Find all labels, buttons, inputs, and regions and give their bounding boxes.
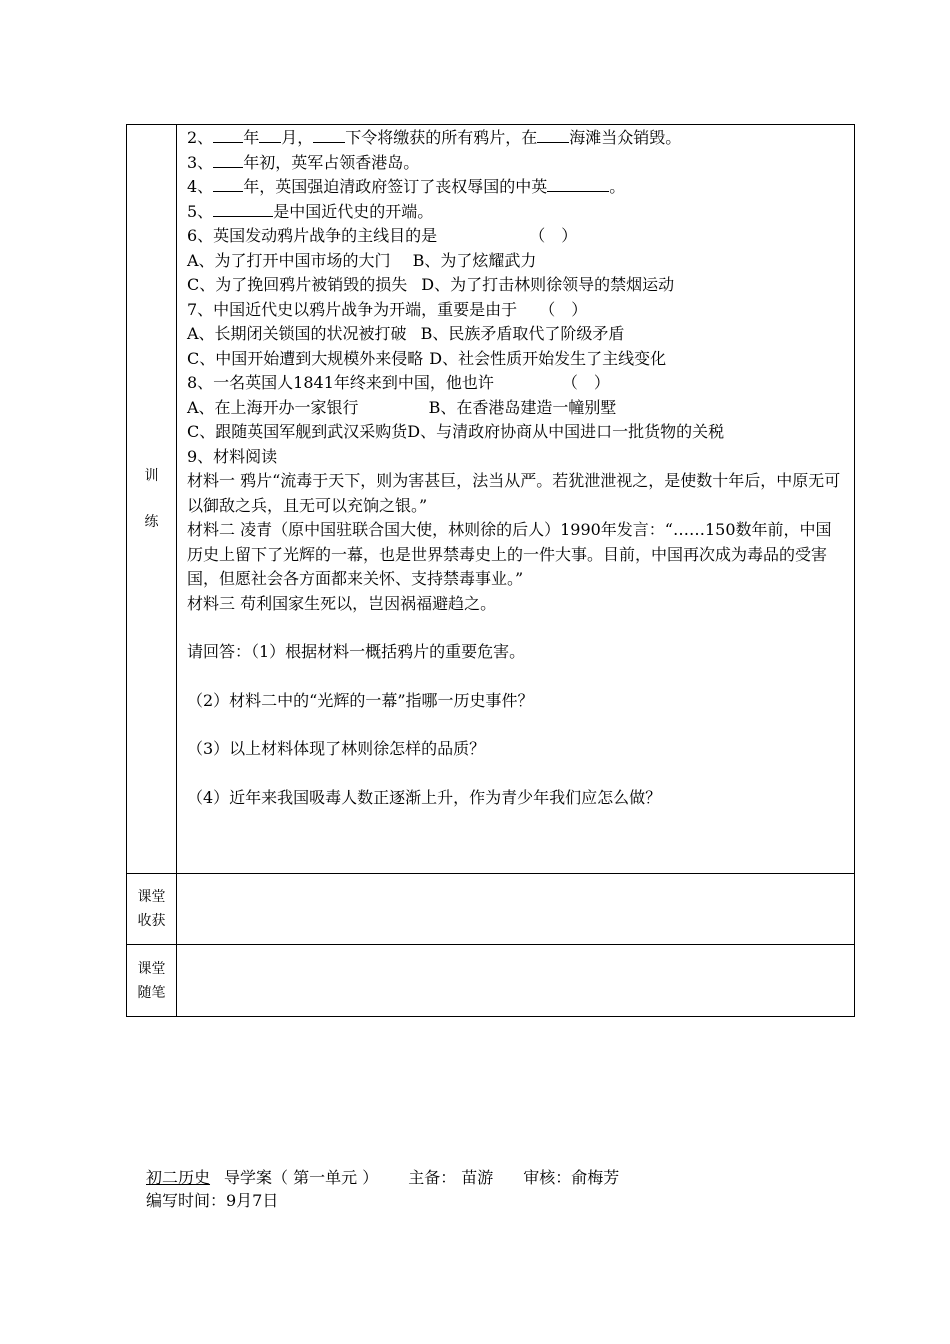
blank-year[interactable]	[213, 176, 243, 192]
training-row	[127, 125, 854, 873]
notes-label: 课堂 随笔	[127, 945, 177, 1016]
harvest-row	[127, 873, 854, 944]
worksheet-table	[126, 124, 855, 1017]
question-6-options-ab: A、为了打开中国市场的大门 B、为了炫耀武力	[187, 250, 537, 270]
question-5: 5、 是中国近代史的开端。	[187, 201, 434, 221]
training-label-char-1: 训	[144, 468, 159, 484]
question-3: 3、 年初，英军占领香港岛。	[187, 152, 420, 172]
question-8-options-cd: C、跟随英国军舰到武汉采购货D、与清政府协商从中国进口一批货物的关税	[187, 422, 725, 441]
question-7-options-cd: C、中国开始遭到大规模外来侵略 D、社会性质开始发生了主线变化	[187, 348, 667, 368]
document-footer	[146, 1166, 619, 1212]
blank-year[interactable]	[213, 152, 243, 168]
answer-paren[interactable]: （ ）	[529, 226, 578, 245]
footer-date: 编写时间：9月7日	[146, 1191, 279, 1210]
answer-paren[interactable]: （ ）	[561, 373, 610, 392]
question-6-options-cd: C、为了挽回鸦片被销毁的损失 D、为了打击林则徐领导的禁烟运动	[187, 275, 675, 294]
material-2: 材料二 凌青（原中国驻联合国大使，林则徐的后人）1990年发言：“……150数年前，中国历史上留下了光辉的一幕，也是世界禁毒史上的一件大事。目前，中国再次成为毒品的受害国，但愿社会各方面都来关怀、支持禁毒事业。”	[187, 520, 832, 588]
answer-prompt-2: （2）材料二中的“光辉的一幕”指哪一历史事件？	[187, 690, 534, 710]
blank-treaty[interactable]	[547, 176, 609, 192]
question-8-options-ab: A、在上海开办一家银行 B、在香港岛建造一幢别墅	[187, 397, 617, 417]
question-2: 2、 年 月， 下令将缴获的所有鸦片，在 海滩当众销毁。	[187, 128, 682, 147]
footer-reviewer: 审核：俞梅芳	[523, 1168, 620, 1187]
harvest-content-area[interactable]	[177, 874, 854, 944]
footer-subject: 初二历史	[146, 1168, 211, 1187]
blank-month[interactable]	[259, 127, 281, 143]
blank-event[interactable]	[213, 201, 273, 217]
question-7-options-ab: A、长期闭关锁国的状况被打破 B、民族矛盾取代了阶级矛盾	[187, 324, 625, 343]
answer-prompt-4: （4）近年来我国吸毒人数正逐渐上升，作为青少年我们应怎么做？	[187, 787, 662, 807]
answer-prompt-3: （3）以上材料体现了林则徐怎样的品质？	[187, 739, 486, 758]
training-label-char-2: 练	[144, 514, 159, 530]
training-content	[177, 125, 854, 873]
question-7: 7、中国近代史以鸦片战争为开端，重要是由于 （ ）	[187, 299, 588, 319]
answer-prompt-1: 请回答：（1）根据材料一概括鸦片的重要危害。	[187, 642, 526, 661]
question-4: 4、 年，英国强迫清政府签订了丧权辱国的中英 。	[187, 177, 626, 196]
footer-line-1	[146, 1166, 619, 1189]
footer-doc-type: 导学案（ 第一单元 ）	[224, 1168, 379, 1187]
blank-year[interactable]	[213, 127, 243, 143]
question-6: 6、英国发动鸦片战争的主线目的是 （ ）	[187, 226, 578, 245]
blank-place[interactable]	[537, 127, 569, 143]
question-9: 9、材料阅读	[187, 446, 278, 466]
blank-person[interactable]	[313, 127, 345, 143]
footer-author: 主备： 苗游	[408, 1168, 494, 1187]
notes-row	[127, 944, 854, 1016]
question-8: 8、一名英国人1841年终来到中国，他也许 （ ）	[187, 373, 610, 392]
notes-content-area[interactable]	[177, 945, 854, 1016]
answer-paren[interactable]: （ ）	[539, 299, 588, 319]
harvest-label: 课堂 收获	[127, 874, 177, 944]
material-3: 材料三 苟利国家生死以，岂因祸福避趋之。	[187, 593, 497, 613]
training-label	[127, 125, 177, 873]
material-1: 材料一 鸦片“流毒于天下，则为害甚巨，法当从严。若犹泄泄视之，是使数十年后，中原无可以御敌之兵，且无可以充饷之银。”	[187, 471, 841, 515]
